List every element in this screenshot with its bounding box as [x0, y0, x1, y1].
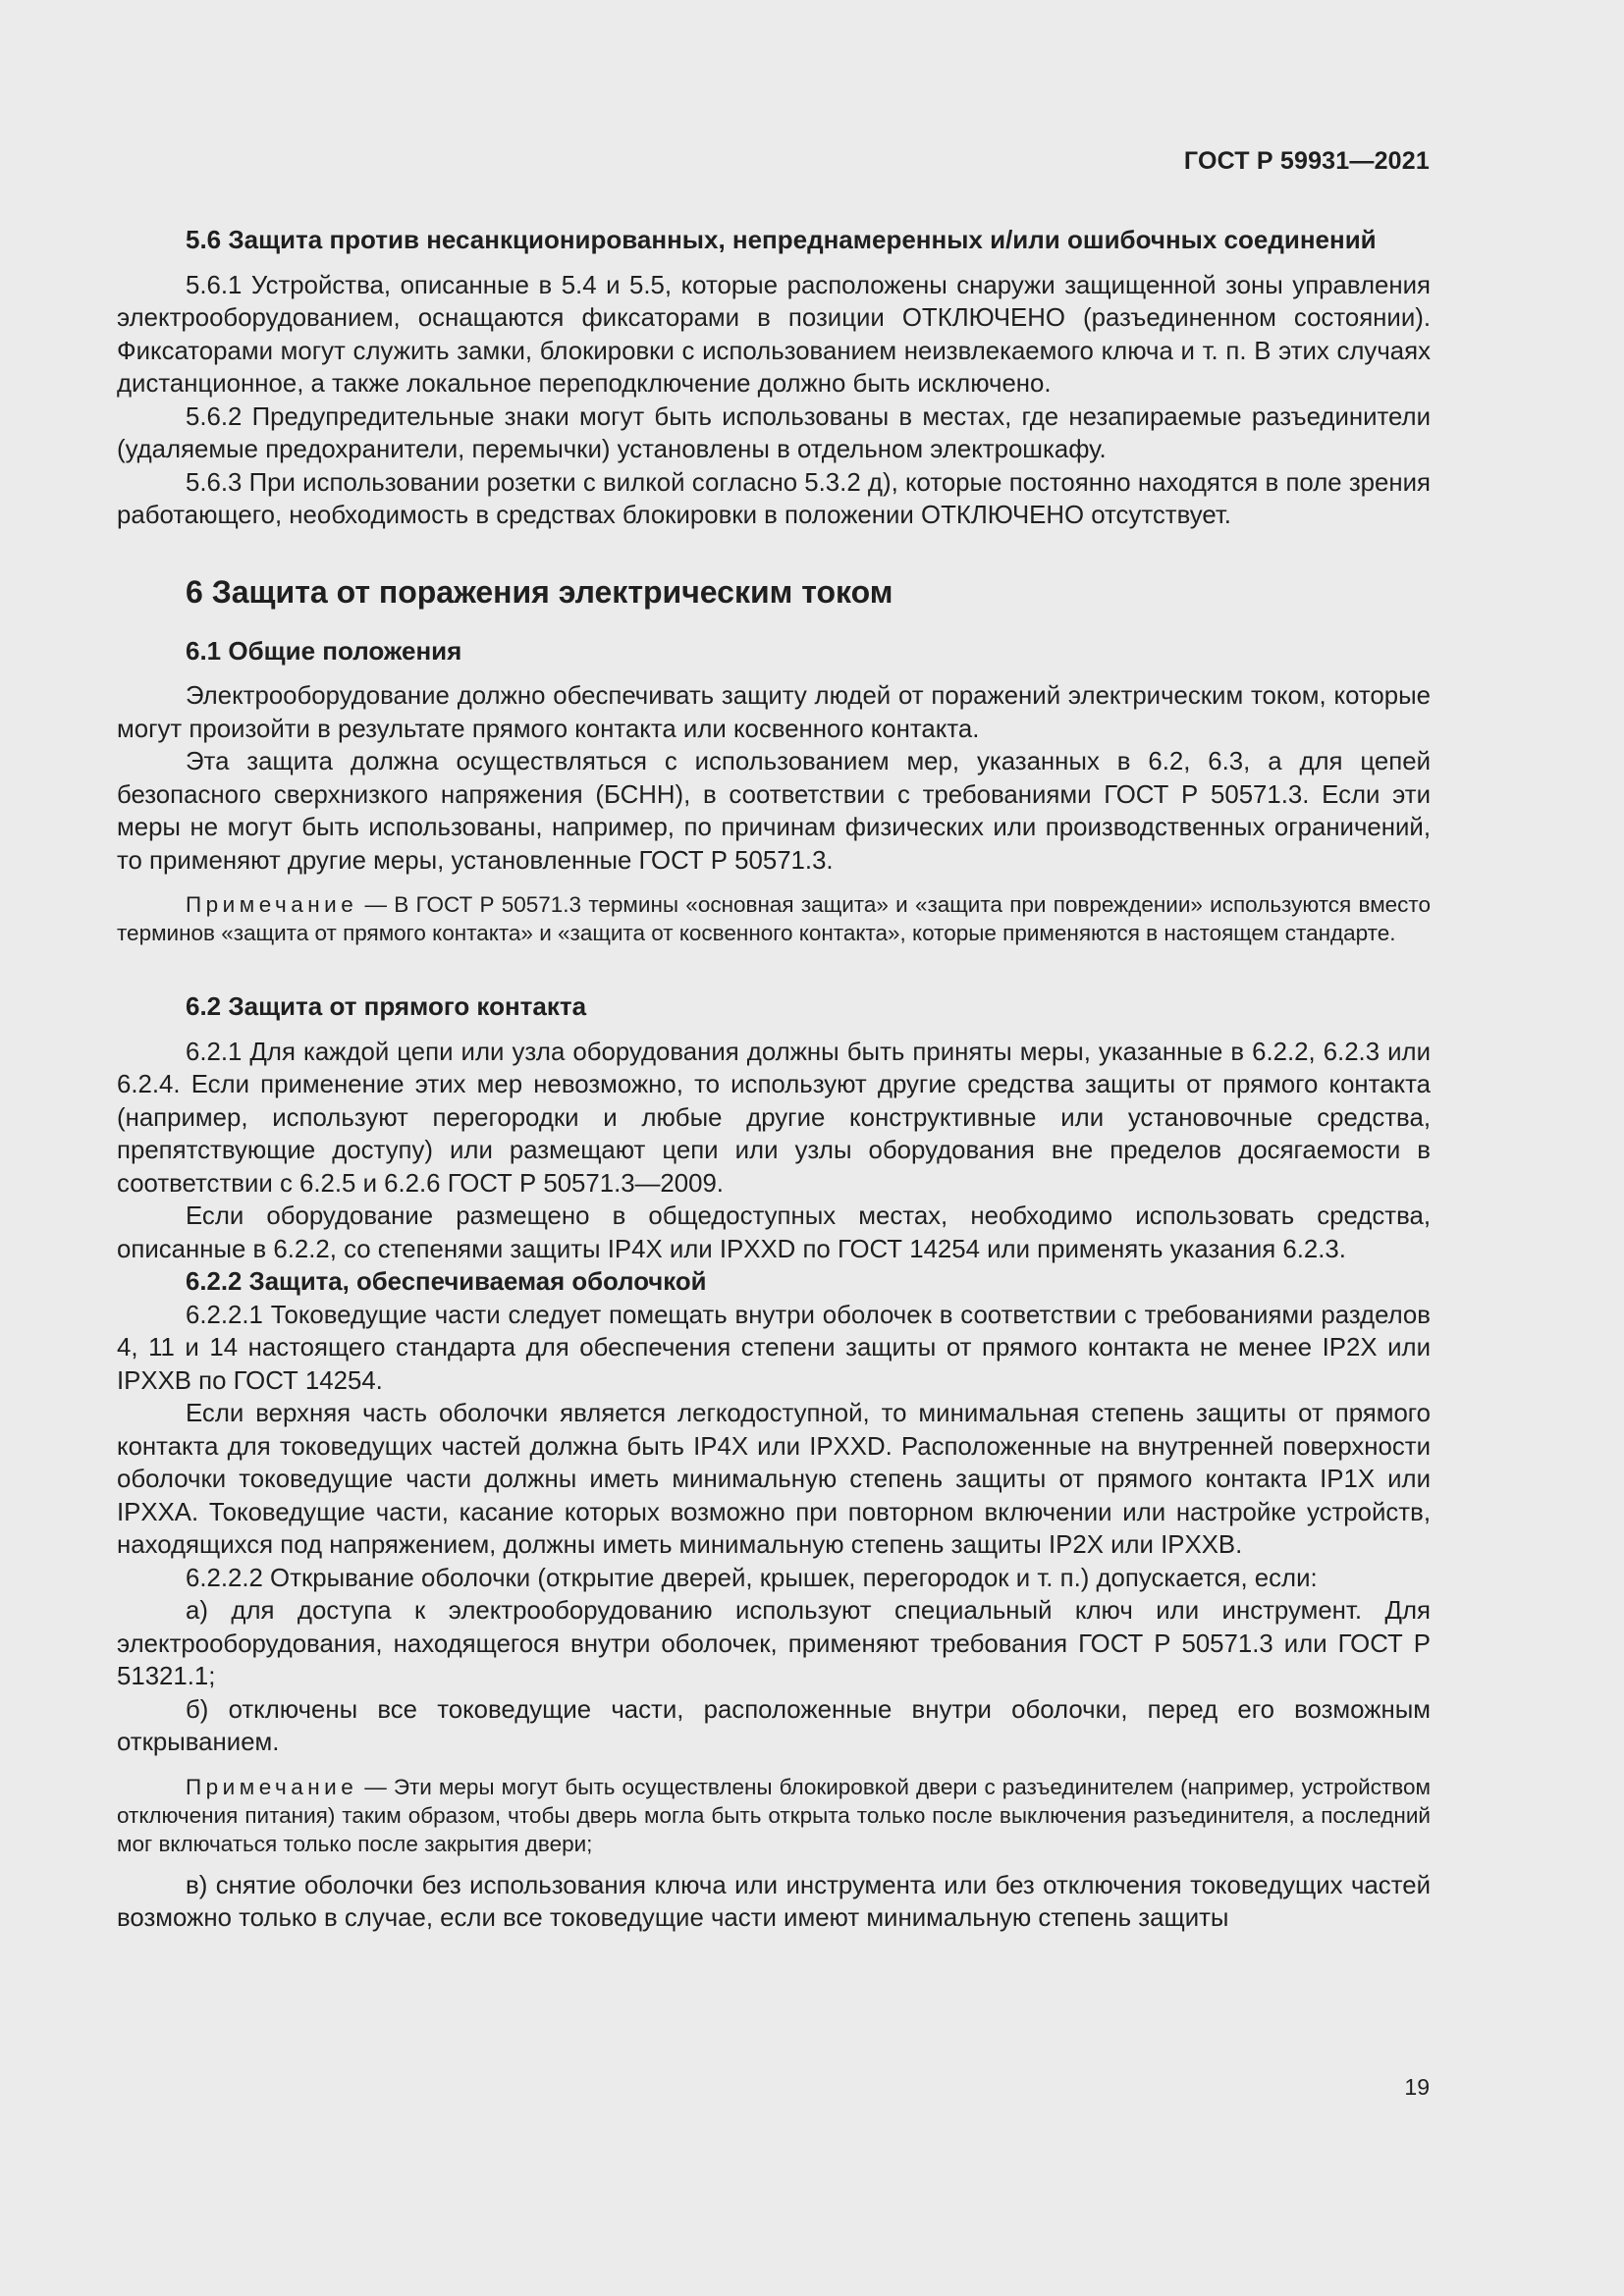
page-content [117, 224, 1431, 1936]
list-item-c: в) снятие оболочки без использования ключа или инструмента или без отключения токоведущих частей возможно только в случае, если все токоведущие части имеют минимальную степень защиты [117, 1871, 1431, 1932]
list-item-a: а) для доступа к электрооборудованию используют специальный ключ или инструмент. Для электрооборудования, находящегося внутри оболочек, применяют требования ГОСТ Р 50571.3 или ГОСТ Р 51321.1; [117, 1597, 1431, 1690]
section-6-2-heading: 6.2 Защита от прямого контакта [186, 991, 587, 1021]
paragraph-6-2-2-1: 6.2.2.1 Токоведущие части следует помещать внутри оболочек в соответствии с требованиями разделов 4, 11 и 14 настоящего стандарта для обеспечения степени защиты от прямого контакта не менее IP2X или IPXXB по ГОСТ 14254. [117, 1301, 1431, 1395]
paragraph-6-2-2-2: 6.2.2.2 Открывание оболочки (открытие дверей, крышек, перегородок и т. п.) допускается, если: [186, 1564, 1318, 1592]
paragraph-6-2-2-1-b: Если верхняя часть оболочки является легкодоступной, то минимальная степень защиты от прямого контакта для токоведущих частей должна быть IP4X или IPXXD. Расположенные на внутренней поверхности оболочки токоведущие части должны иметь минимальную степень защиты от прямого контакта IP1X или IPXXA. Токоведущие части, касание которых возможно при повторном включении или настройке устройств, находящихся под напряжением, должны иметь минимальную степень защиты IP2X или IPXXB. [117, 1400, 1431, 1559]
paragraph-5-6-1: 5.6.1 Устройства, описанные в 5.4 и 5.5, которые расположены снаружи защищенной зоны управления электрооборудованием, оснащаются фиксаторами в позиции ОТКЛЮЧЕНО (разъединенном состоянии). Фиксаторами могут служить замки, блокировки с использованием неизвлекаемого ключа и т. п. В этих случаях дистанционное, а также локальное переподключение должно быть исключено. [117, 271, 1431, 398]
note-label: Примечание [186, 892, 358, 917]
section-6-heading: 6 Защита от поражения электрическим током [186, 573, 893, 610]
section-6-2-2-heading: 6.2.2 Защита, обеспечиваемая оболочкой [186, 1268, 707, 1296]
note-6-2-2-2 [117, 1773, 1431, 1858]
paragraph-6-1-a: Электрооборудование должно обеспечивать защиту людей от поражений электрическим током, которые могут произойти в результате прямого контакта или косвенного контакта. [117, 682, 1431, 743]
section-5-6-heading: 5.6 Защита против несанкционированных, непреднамеренных и/или ошибочных соединений [186, 225, 1377, 254]
note-label: Примечание [186, 1774, 358, 1799]
note-6-1 [117, 890, 1431, 947]
list-item-b: б) отключены все токоведущие части, расположенные внутри оболочки, перед его возможным открыванием. [117, 1695, 1431, 1756]
section-6-1-heading: 6.1 Общие положения [186, 635, 462, 666]
paragraph-5-6-3: 5.6.3 При использовании розетки с вилкой согласно 5.3.2 д), которые постоянно находятся в поле зрения работающего, необходимость в средствах блокировки в положении ОТКЛЮЧЕНО отсутствует. [117, 468, 1431, 529]
paragraph-6-2-1-b: Если оборудование размещено в общедоступных местах, необходимо использовать средства, описанные в 6.2.2, со степенями защиты IP4X или IPXXD по ГОСТ 14254 или применять указания 6.2.3. [117, 1202, 1431, 1263]
note-text: — В ГОСТ Р 50571.3 термины «основная защита» и «защита при повреждении» используются вместо терминов «защита от прямого контакта» и «защита от косвенного контакта», которые применяются в настоящем стандарте. [117, 892, 1431, 945]
document-code-header: ГОСТ Р 59931—2021 [1183, 147, 1430, 175]
page-number: 19 [1404, 2074, 1430, 2100]
paragraph-6-1-b: Эта защита должна осуществляться с использованием мер, указанных в 6.2, 6.3, а для цепей безопасного сверхнизкого напряжения (БСНН), в соответствии с требованиями ГОСТ Р 50571.3. Если эти меры не могут быть использованы, например, по причинам физических или производственных ограничений, то применяют другие меры, установленные ГОСТ Р 50571.3. [117, 748, 1431, 875]
paragraph-6-2-1: 6.2.1 Для каждой цепи или узла оборудования должны быть приняты меры, указанные в 6.2.2, 6.2.3 или 6.2.4. Если применение этих мер невозможно, то используют другие средства защиты от прямого контакта (например, используют перегородки и любые другие конструктивные или установочные средства, препятствующие доступу) или размещают цепи или узлы оборудования вне пределов досягаемости в соответствии с 6.2.5 и 6.2.6 ГОСТ Р 50571.3—2009. [117, 1038, 1431, 1198]
paragraph-5-6-2: 5.6.2 Предупредительные знаки могут быть использованы в местах, где незапираемые разъединители (удаляемые предохранители, перемычки) установлены в отдельном электрошкафу. [117, 402, 1431, 463]
note-text: — Эти меры могут быть осуществлены блокировкой двери с разъединителем (например, устройством отключения питания) таким образом, чтобы дверь могла быть открыта только после выключения разъединителя, а последний мог включаться только после закрытия двери; [117, 1774, 1431, 1856]
